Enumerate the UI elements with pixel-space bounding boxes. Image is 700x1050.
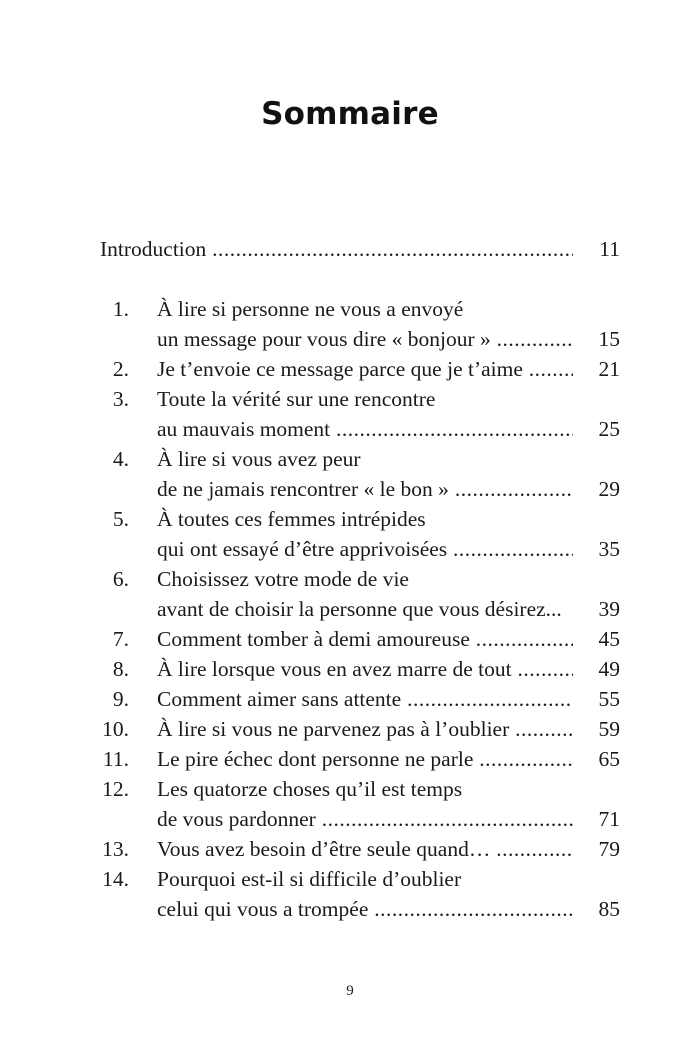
toc-entry-title: avant de choisir la personne que vous désirez... (157, 597, 562, 621)
toc-entry-title: À lire si vous avez peur (157, 447, 361, 471)
toc-entry-title: À lire lorsque vous en avez marre de tout ..... (157, 654, 573, 684)
toc-entry-number: 9. (112, 687, 129, 711)
toc-entry[interactable] (0, 564, 700, 594)
toc-entry-title: celui qui vous a trompée ..... (157, 894, 573, 924)
toc-entry-number: 13. (102, 837, 129, 861)
toc-entry[interactable] (0, 834, 700, 864)
toc-entry-continuation[interactable] (0, 594, 700, 624)
toc-entry-number: 12. (102, 777, 129, 801)
toc-entry[interactable] (0, 654, 700, 684)
toc-entry-number: 7. (112, 627, 129, 651)
toc-entry-continuation[interactable] (0, 414, 700, 444)
page-title: Sommaire (261, 96, 439, 132)
toc-entry-title: qui ont essayé d’être apprivoisées ..... (157, 534, 573, 564)
toc-entry-title: Les quatorze choses qu’il est temps (157, 777, 463, 801)
toc-entry-number: 6. (112, 567, 129, 591)
toc-entry-page: 45 (598, 627, 620, 651)
toc-entry-page: 11 (599, 237, 620, 261)
toc-entry-number: 2. (112, 357, 129, 381)
toc-entry-page: 35 (598, 537, 620, 561)
toc-entry[interactable] (0, 384, 700, 414)
toc-entry-title: de ne jamais rencontrer « le bon » ..... (157, 474, 573, 504)
toc-entry[interactable] (0, 624, 700, 654)
toc-entry-number: 3. (112, 387, 129, 411)
toc-entry-title: Le pire échec dont personne ne parle ..... (157, 744, 573, 774)
toc-entry[interactable] (0, 684, 700, 714)
toc-entry-number: 14. (102, 867, 129, 891)
toc-entry-title: au mauvais moment ..... (157, 414, 573, 444)
toc-entry[interactable] (0, 864, 700, 894)
toc-entry[interactable] (0, 444, 700, 474)
toc-entry[interactable] (0, 714, 700, 744)
toc-entry-page: 49 (598, 657, 620, 681)
toc-entry[interactable] (0, 504, 700, 534)
toc-entry[interactable] (0, 294, 700, 324)
toc-entry-page: 65 (598, 747, 620, 771)
toc-entry-title: Toute la vérité sur une rencontre (157, 387, 436, 411)
toc-entry-title: Comment tomber à demi amoureuse ..... (157, 624, 573, 654)
toc-entry-title: de vous pardonner ..... (157, 804, 573, 834)
toc-entry-page: 55 (598, 687, 620, 711)
toc-entry[interactable] (0, 354, 700, 384)
toc-entry-page: 15 (598, 327, 620, 351)
toc-entry-page: 71 (598, 807, 620, 831)
toc-entry[interactable] (0, 774, 700, 804)
toc-entry-continuation[interactable] (0, 534, 700, 564)
toc-entry-title: Je t’envoie ce message parce que je t’aime ..... (157, 354, 573, 384)
toc-entry-page: 29 (598, 477, 620, 501)
toc-entry-number: 8. (112, 657, 129, 681)
toc-entry-page: 25 (598, 417, 620, 441)
toc-entry-title: Comment aimer sans attente ..... (157, 684, 573, 714)
toc-entry-number: 10. (102, 717, 129, 741)
toc-entry-title: À lire si vous ne parvenez pas à l’oublier ..... (157, 714, 573, 744)
toc-entry-title: Introduction ..... (100, 234, 573, 264)
toc-entry[interactable] (0, 744, 700, 774)
toc-entry-page: 59 (598, 717, 620, 741)
toc-entry-title: Pourquoi est-il si difficile d’oublier (157, 867, 462, 891)
toc-entry-continuation[interactable] (0, 324, 700, 354)
toc-entry-page: 39 (598, 597, 620, 621)
page-number: 9 (346, 983, 354, 999)
toc-entry-page: 85 (598, 897, 620, 921)
toc-entry-number: 1. (112, 297, 129, 321)
toc-entry-number: 11. (102, 747, 129, 771)
toc-entry-title: Vous avez besoin d’être seule quand… ..... (157, 834, 573, 864)
toc-entry-number: 4. (112, 447, 129, 471)
toc-entry-title: À toutes ces femmes intrépides (157, 507, 426, 531)
toc-entry-continuation[interactable] (0, 474, 700, 504)
toc-entry-title: un message pour vous dire « bonjour » ..... (157, 324, 573, 354)
toc-entry-number: 5. (112, 507, 129, 531)
toc-entry-page: 21 (598, 357, 620, 381)
toc-entry-page: 79 (598, 837, 620, 861)
toc-entry-continuation[interactable] (0, 894, 700, 924)
toc-entry-title: Choisissez votre mode de vie (157, 567, 409, 591)
toc-entry-title: À lire si personne ne vous a envoyé (157, 297, 464, 321)
toc-entry-continuation[interactable] (0, 804, 700, 834)
toc-entry-introduction[interactable] (0, 234, 700, 264)
